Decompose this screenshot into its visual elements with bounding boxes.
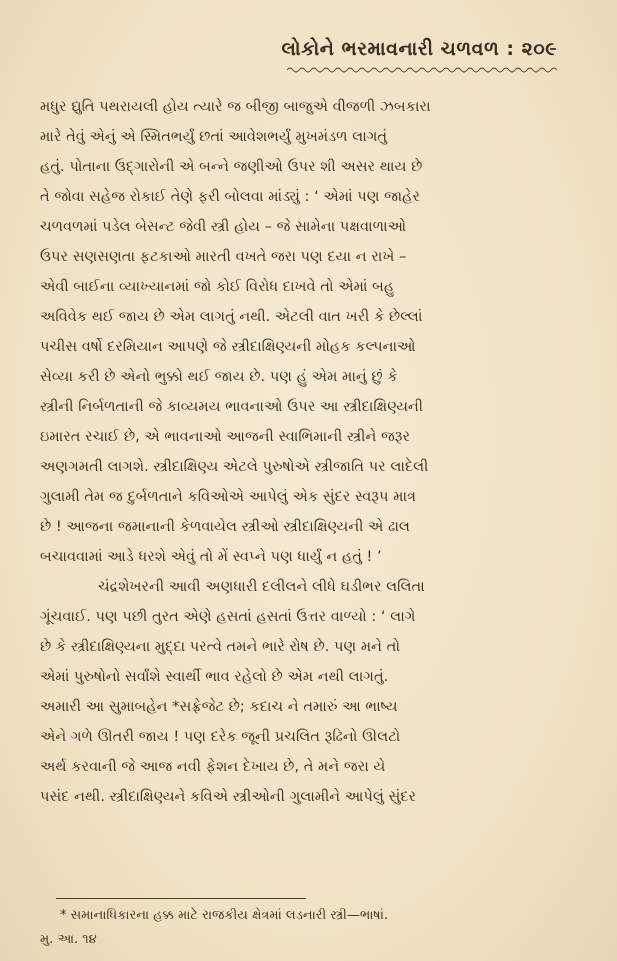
footnote-text: * સમાનાધિકારના હક્ક માટે રાજકીય ક્ષેત્રમાં લડનારી સ્ત્રી—ભાષાં. bbox=[60, 908, 389, 923]
running-header: લોકોને ભરમાવનારી ચળવળ : ૨૦૯ bbox=[281, 38, 557, 60]
paragraph-2 bbox=[40, 572, 580, 812]
text-line: ઇમારત રચાઈ છે, એ ભાવનાઓ આજની સ્વાભિમાની સ્ત્રીને જરૂર bbox=[40, 428, 411, 445]
text-line: બચાવવામાં આડે ધરશે એવું તો મેં સ્વપ્ને પણ ધાર્યું ન હતું ! ’ bbox=[40, 548, 382, 565]
footnote bbox=[40, 904, 580, 952]
text-line: ગુલામી તેમ જ દુર્બળતાને કવિઓએ આપેલું એક સુંદર સ્વરૂપ માત્ર bbox=[40, 488, 417, 505]
text-line: હતું. પોતાના ઉદ્ગારોની એ બન્ને જણીઓ ઉપર શી અસર થાય છે bbox=[40, 158, 423, 175]
text-line: એમાં પુરુષોનો સર્વાંશે સ્વાર્થી ભાવ રહેલો છે એમ નથી લાગતું. bbox=[40, 668, 389, 685]
body-text bbox=[40, 92, 580, 812]
text-line: મધુર દ્યુતિ પથરાયલી હોય ત્યારે જ બીજી બાજુએ વીજળી ઝબકારા bbox=[40, 98, 431, 115]
text-line: ચળવળમાં પડેલ બેસન્ટ જેવી સ્ત્રી હોય – જે સામેના પક્ષવાળાઓ bbox=[40, 218, 407, 235]
text-line: એને ગળે ઊતરી જાય ! પણ દરેક જૂની પ્રચલિત રૂઢિનો ઊલટો bbox=[40, 728, 401, 745]
text-line: સેવ્યા કરી છે એનો ભુક્કો થઈ જાય છે. પણ હું એમ માનું છું કે bbox=[40, 368, 398, 385]
text-line: અવિવેક થઈ જાય છે એમ લાગતું નથી. એટલી વાત ખરી કે છેલ્લાં bbox=[40, 308, 423, 325]
text-line: તે જોવા સહેજ રોકાઈ તેણે ફરી બોલવા માંડ્યું : ‘ એમાં પણ જાહેર bbox=[40, 188, 421, 205]
text-line: પચીસ વર્ષો દરમિયાન આપણે જે સ્ત્રીદાક્ષિણ્યની મોહક કલ્પનાઓ bbox=[40, 338, 416, 355]
header-wavy-rule bbox=[287, 66, 557, 74]
text-line: અણગમતી લાગશે. સ્ત્રીદાક્ષિણ્ય એટલે પુરુષોએ સ્ત્રીજાતિ પર લાદેલી bbox=[40, 458, 429, 475]
text-line: એવી બાઈના વ્યાખ્યાનમાં જો કોઈ વિરોધ દાખવે તો એમાં બહુ bbox=[40, 278, 395, 295]
text-line: ઉપર સણસણતા ફટકાઓ મારતી વખતે જરા પણ દયા ન રાખે – bbox=[40, 248, 407, 265]
text-line: અમારી આ સુમાબહેન *સફ્રેજેટ છે; કદાચ ને તમારું આ ભાષ્ય bbox=[40, 698, 398, 715]
text-line: છે કે સ્ત્રીદાક્ષિણ્યના મુદ્દા પરત્વે તમને ભારે રોષ છે. પણ મને તો bbox=[40, 638, 401, 655]
paragraph-1 bbox=[40, 92, 580, 572]
text-line: અર્થ કરવાની જે આજ નવી ફેશન દેખાય છે, તે મને જરા યે bbox=[40, 758, 386, 775]
signature-mark: મુ. આ. ૧૪ bbox=[40, 932, 97, 947]
text-line: પસંદ નથી. સ્ત્રીદાક્ષિણ્યને કવિએ સ્ત્રીઓની ગુલામીને આપેલું સુંદર bbox=[40, 788, 417, 805]
text-line: છે ! આજના જમાનાની કેળવાયેલ સ્ત્રીઓ સ્ત્રીદાક્ષિણ્યની એ ઢાલ bbox=[40, 518, 410, 535]
text-line: મારે તેવું એનું એ સ્મિતભર્યું છતાં આવેશભર્યું મુખમંડળ લાગતું bbox=[40, 128, 388, 145]
text-line: સ્ત્રીની નિર્બળતાની જે કાવ્યમય ભાવનાઓ ઉપર આ સ્ત્રીદાક્ષિણ્યની bbox=[40, 398, 424, 415]
footnote-divider bbox=[56, 898, 306, 899]
text-line: ચંદ્રશેખરની આવી અણધારી દલીલને લીધે ઘડીભર લલિતા bbox=[98, 578, 425, 595]
text-line: ગૂંચવાઈ. પણ પછી તુરત એણે હસતાં હસતાં ઉત્તર વાળ્યો : ‘ લાગે bbox=[40, 608, 416, 625]
